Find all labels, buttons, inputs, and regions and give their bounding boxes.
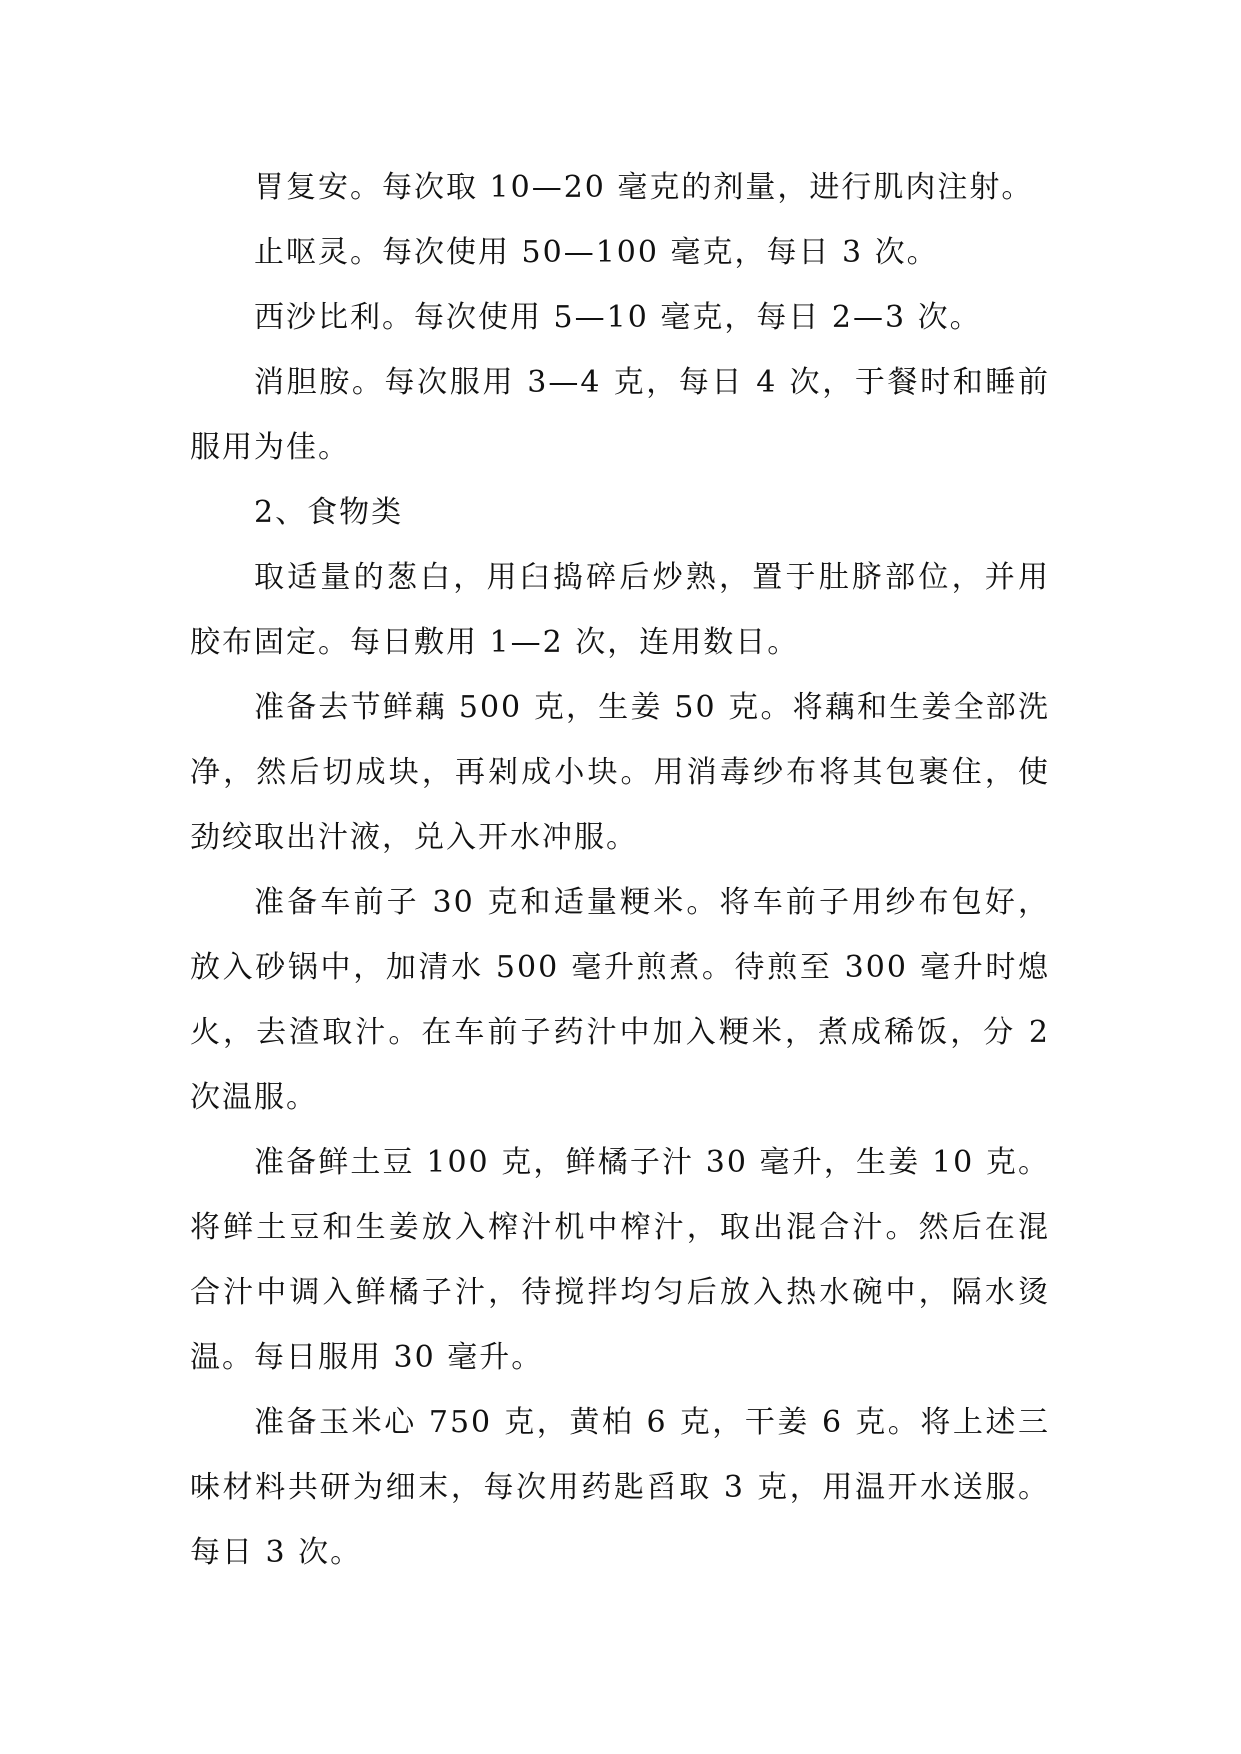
paragraph-xianou: 准备去节鲜藕 500 克，生姜 50 克。将藕和生姜全部洗净，然后切成块，再剁成小块。用消毒纱布将其包裹住，使劲绞取出汁液，兑入开水冲服。 [190, 690, 1050, 855]
paragraph-xiaodanan: 消胆胺。每次服用 3—4 克，每日 4 次，于餐时和睡前服用为佳。 [190, 365, 1050, 465]
paragraph-yumixin: 准备玉米心 750 克，黄柏 6 克，干姜 6 克。将上述三味材料共研为细末，每次用药匙舀取 3 克，用温开水送服。每日 3 次。 [190, 1405, 1050, 1570]
paragraph-xishabili: 西沙比利。每次使用 5—10 毫克，每日 2—3 次。 [254, 300, 982, 335]
paragraph-cheqianzi: 准备车前子 30 克和适量粳米。将车前子用纱布包好，放入砂锅中，加清水 500 毫升煎煮。待煎至 300 毫升时熄火，去渣取汁。在车前子药汁中加入粳米，煮成稀饭，分 2 次温服。 [190, 885, 1050, 1115]
section-heading-food: 2、食物类 [254, 495, 404, 530]
document-body [190, 155, 1050, 1585]
paragraph-tudou: 准备鲜土豆 100 克，鲜橘子汁 30 毫升，生姜 10 克。将鲜土豆和生姜放入榨汁机中榨汁，取出混合汁。然后在混合汁中调入鲜橘子汁，待搅拌均匀后放入热水碗中，隔水烫温。每日服用 30 毫升。 [190, 1145, 1050, 1375]
paragraph-congbai: 取适量的葱白，用臼捣碎后炒熟，置于肚脐部位，并用胶布固定。每日敷用 1—2 次，连用数日。 [190, 560, 1050, 660]
paragraph-weifuan: 胃复安。每次取 10—20 毫克的剂量，进行肌肉注射。 [254, 170, 1034, 205]
paragraph-zhiouling: 止呕灵。每次使用 50—100 毫克，每日 3 次。 [254, 235, 939, 270]
